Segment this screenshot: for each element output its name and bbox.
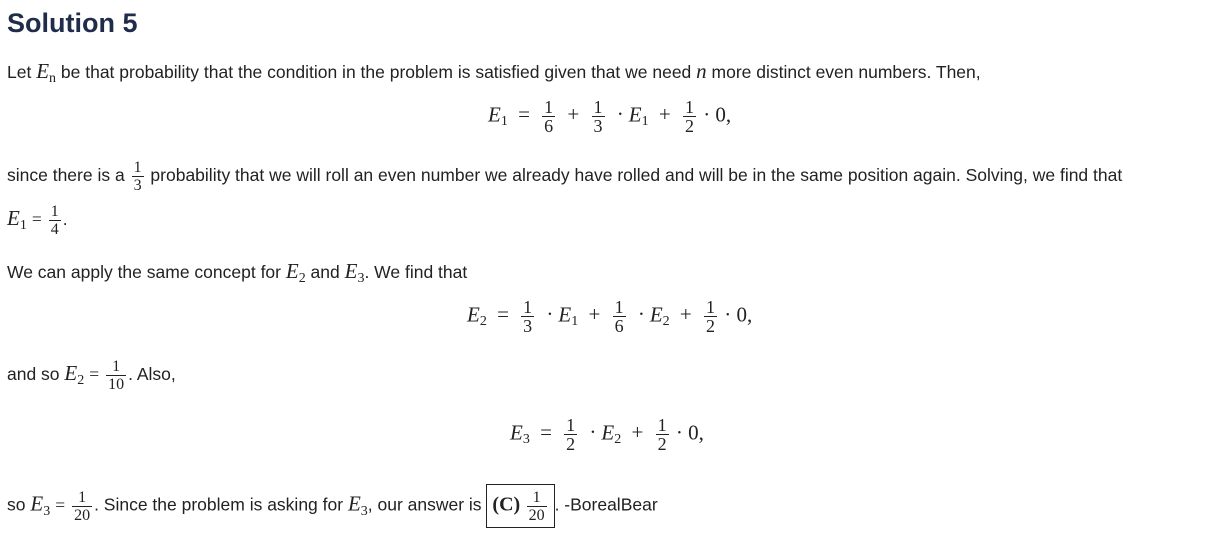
eq2-f3-den: 2: [706, 316, 716, 336]
eq2-dot-2: ·: [637, 302, 645, 327]
eq1-plus-2: +: [658, 102, 671, 127]
eq3-dot: ·: [589, 420, 597, 445]
final-paragraph: [7, 484, 658, 528]
since-frac-1-3: [132, 159, 144, 194]
r2-f-num: 1: [106, 358, 126, 376]
eq3-f2-num: 1: [657, 415, 667, 435]
final-var-sub: 3: [360, 503, 368, 519]
r2-f-den: 10: [108, 376, 125, 393]
eq1-f1-den: 6: [544, 116, 554, 136]
final-lhs-sub: 3: [43, 503, 51, 519]
eq1-f3-den: 2: [684, 116, 694, 136]
eq1-lhs-sub: 1: [500, 114, 508, 130]
eq2-f1-den: 3: [523, 316, 533, 336]
r1-tail: .: [62, 209, 68, 230]
eq3-tail: · 0,: [675, 420, 704, 445]
concept-e3-sub: 3: [357, 271, 365, 286]
eq3-equals: =: [540, 420, 552, 445]
eq2-lhs-sub: 2: [479, 314, 487, 330]
eq1-frac-1-3: [592, 98, 605, 135]
eq2-e2-sub: 2: [662, 314, 670, 330]
r2-equals: =: [89, 364, 100, 385]
since-post: probability that we will roll an even number we already have rolled and will be in the same position again. Solving, we find that: [145, 165, 1123, 186]
eq1-frac-1-2: [683, 98, 696, 135]
eq2-e1: E: [558, 302, 572, 327]
equation-e2: [467, 298, 752, 335]
answer-num: 1: [527, 489, 547, 507]
eq2-frac-1-6: [613, 298, 626, 335]
final-f-num: 1: [72, 489, 92, 507]
eq2-plus-2: +: [679, 302, 692, 327]
concept-pre: We can apply the same concept for: [7, 262, 286, 282]
eq2-e2: E: [649, 302, 663, 327]
r1-lhs: E: [7, 206, 20, 231]
since-f-num: 1: [133, 159, 142, 176]
answer-letter: (C): [492, 493, 521, 516]
r2-frac-1-10: [106, 358, 126, 393]
answer-frac-1-20: [527, 489, 547, 524]
eq3-f1-num: 1: [566, 415, 576, 435]
eq1-plus-1: +: [567, 102, 580, 127]
eq2-e1-sub: 1: [571, 314, 579, 330]
final-pre: so: [7, 494, 31, 515]
eq2-f1-num: 1: [523, 297, 533, 317]
eq2-frac-1-2: [704, 298, 717, 335]
eq1-e: E: [628, 102, 642, 127]
r2-pre: and so: [7, 364, 65, 385]
final-post: . -BorealBear: [554, 494, 658, 515]
eq3-lhs-sub: 3: [522, 432, 530, 448]
answer-den: 20: [528, 507, 545, 524]
var-e: E: [36, 59, 50, 83]
answer-box: [486, 484, 554, 528]
final-mid: . Since the problem is asking for: [94, 494, 348, 515]
var-n: n: [696, 59, 707, 83]
concept-e3: E: [344, 259, 358, 283]
var-e-sub: n: [49, 71, 57, 86]
concept-mid: and: [305, 262, 345, 282]
eq1-e-sub: 1: [641, 114, 649, 130]
final-frac-1-20: [72, 489, 92, 524]
concept-post: . We find that: [364, 262, 468, 282]
intro-paragraph: [7, 60, 981, 86]
eq2-dot-1: ·: [546, 302, 554, 327]
r1-lhs-sub: 1: [19, 218, 27, 234]
eq3-f2-den: 2: [657, 434, 667, 454]
eq2-equals: =: [497, 302, 509, 327]
equation-e1: [488, 98, 731, 135]
eq2-frac-1-3: [521, 298, 534, 335]
equation-e3: [510, 416, 704, 453]
eq3-frac-1-2a: [564, 416, 577, 453]
r1-f-den: 4: [50, 221, 59, 238]
eq2-f2-den: 6: [614, 316, 624, 336]
since-paragraph: [7, 159, 1122, 194]
r1-frac-1-4: [49, 203, 61, 238]
intro-mid: be that probability that the condition in the problem is satisfied given that we need: [56, 62, 697, 82]
since-f-den: 3: [133, 177, 142, 194]
solution-heading: Solution 5: [7, 8, 138, 38]
eq3-lhs: E: [510, 420, 523, 445]
r1-equals: =: [31, 209, 42, 230]
eq1-f2-num: 1: [593, 97, 603, 117]
final-mid2: , our answer is: [367, 494, 487, 515]
eq1-equals: =: [518, 102, 530, 127]
final-equals: =: [55, 494, 66, 515]
eq1-tail: · 0,: [703, 102, 732, 127]
eq2-tail: · 0,: [724, 302, 753, 327]
final-var: E: [347, 491, 361, 516]
intro-pre: Let: [7, 62, 37, 82]
eq1-dot: ·: [616, 102, 624, 127]
eq3-f1-den: 2: [566, 434, 576, 454]
r1-f-num: 1: [50, 203, 59, 220]
r2-lhs: E: [64, 361, 78, 386]
r2-lhs-sub: 2: [77, 373, 85, 389]
eq3-frac-1-2b: [656, 416, 669, 453]
final-f-den: 20: [74, 506, 91, 524]
final-lhs: E: [30, 491, 44, 516]
result-e2: [7, 358, 176, 393]
eq3-e: E: [601, 420, 615, 445]
eq1-f3-num: 1: [684, 97, 694, 117]
eq3-plus: +: [631, 420, 644, 445]
eq1-lhs: E: [488, 102, 501, 127]
eq2-f2-num: 1: [614, 297, 624, 317]
intro-post: more distinct even numbers. Then,: [706, 62, 981, 82]
eq2-f3-num: 1: [706, 297, 716, 317]
concept-e2: E: [285, 259, 299, 283]
eq2-lhs: E: [467, 302, 480, 327]
eq1-f2-den: 3: [593, 116, 603, 136]
result-e1: [7, 203, 68, 238]
since-pre: since there is a: [7, 165, 130, 186]
eq1-frac-1-6: [542, 98, 555, 135]
eq3-e-sub: 2: [614, 432, 622, 448]
concept-paragraph: [7, 260, 467, 286]
eq2-plus-1: +: [588, 302, 601, 327]
concept-e2-sub: 2: [298, 271, 306, 286]
eq1-f1-num: 1: [544, 97, 554, 117]
r2-post: . Also,: [128, 364, 176, 385]
